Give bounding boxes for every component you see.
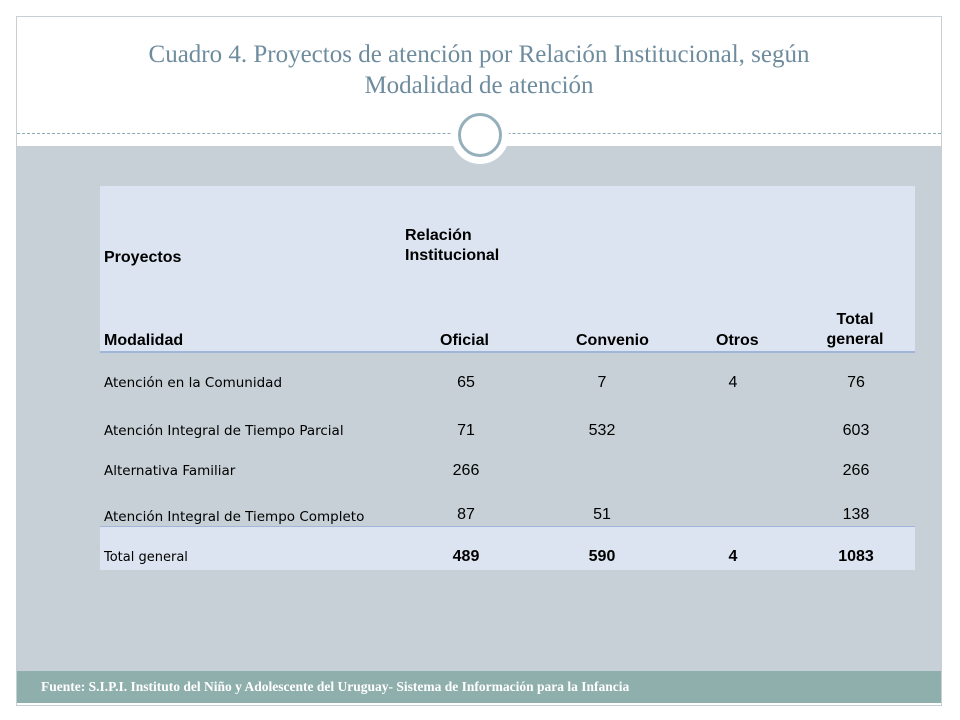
header-otros: Otros xyxy=(716,332,759,349)
header-convenio: Convenio xyxy=(576,332,649,349)
header-total-general: Total general xyxy=(826,311,884,348)
cell-convenio: 51 xyxy=(593,506,611,523)
total-total: 1083 xyxy=(838,548,874,565)
total-convenio: 590 xyxy=(588,548,616,565)
cell-total: 138 xyxy=(842,506,870,523)
cell-oficial: 87 xyxy=(457,506,475,523)
total-oficial: 489 xyxy=(452,548,480,565)
title-line-1: Cuadro 4. Proyectos de atención por Relación Institucional, según xyxy=(148,41,810,68)
header-proyectos: Proyectos xyxy=(104,249,182,266)
total-otros: 4 xyxy=(728,548,738,565)
header-modalidad: Modalidad xyxy=(104,332,184,349)
cell-convenio: 7 xyxy=(597,374,607,391)
cell-oficial: 71 xyxy=(457,422,475,439)
cell-convenio: 532 xyxy=(588,422,616,439)
cell-total: 603 xyxy=(842,422,870,439)
row-label: Atención en la Comunidad xyxy=(104,375,283,391)
row-label: Alternativa Familiar xyxy=(104,463,236,479)
slide-frame xyxy=(16,16,942,706)
cell-oficial: 266 xyxy=(452,462,480,479)
title-line-2: Modalidad de atención xyxy=(364,72,594,99)
cell-total: 266 xyxy=(842,462,870,479)
cell-total: 76 xyxy=(847,374,865,391)
total-row-label: Total general xyxy=(104,550,188,565)
row-label: Atención Integral de Tiempo Completo xyxy=(104,509,365,525)
source-note: Fuente: S.I.P.I. Instituto del Niño y Adolescente del Uruguay- Sistema de Información para la Infancia xyxy=(41,679,630,694)
cell-oficial: 65 xyxy=(457,374,475,391)
header-relacion-institucional: Relación Institucional xyxy=(405,227,500,264)
cell-otros: 4 xyxy=(728,374,738,391)
header-oficial: Oficial xyxy=(440,332,489,349)
row-label: Atención Integral de Tiempo Parcial xyxy=(104,423,344,439)
